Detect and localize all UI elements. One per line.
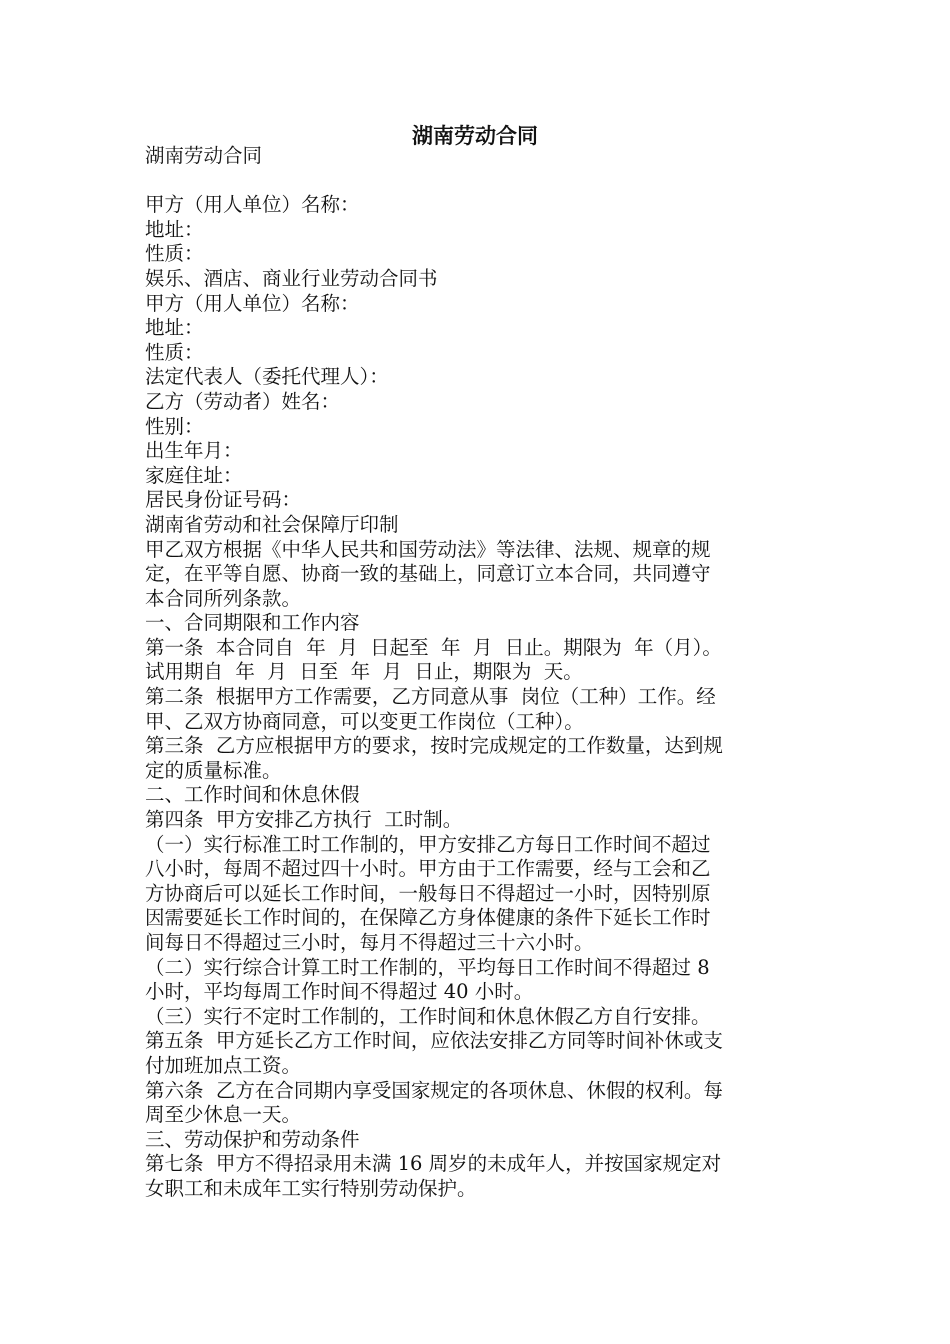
text-line: 试用期自 年 月 日至 年 月 日止，期限为 天。 [145, 660, 583, 684]
text-line: 八小时，每周不超过四十小时。甲方由于工作需要，经与工会和乙 [145, 857, 711, 881]
text-line: 第六条 乙方在合同期内享受国家规定的各项休息、休假的权利。每 [145, 1078, 723, 1102]
text-line: 甲方（用人单位）名称： [145, 193, 360, 217]
text-line: 定的质量标准。 [145, 758, 282, 782]
text-line: 湖南省劳动和社会保障厅印制 [145, 512, 399, 536]
text-line: 娱乐、酒店、商业行业劳动合同书 [145, 266, 438, 290]
text-line: 性质： [145, 340, 204, 364]
text-line: 因需要延长工作时间的，在保障乙方身体健康的条件下延长工作时 [145, 906, 711, 930]
text-line: 第四条 甲方安排乙方执行 工时制。 [145, 808, 463, 832]
text-line: （一）实行标准工时工作制的，甲方安排乙方每日工作时间不超过 [145, 832, 711, 856]
document-title: 湖南劳动合同 [412, 124, 538, 148]
text-line: 定，在平等自愿、协商一致的基础上，同意订立本合同，共同遵守 [145, 562, 711, 586]
text-line: 甲乙双方根据《中华人民共和国劳动法》等法律、法规、规章的规 [145, 537, 711, 561]
text-line: 周至少休息一天。 [145, 1103, 302, 1127]
text-line: 甲、乙双方协商同意，可以变更工作岗位（工种）。 [145, 709, 584, 733]
text-line: 第七条 甲方不得招录用未满 16 周岁的未成年人，并按国家规定对 [145, 1152, 722, 1176]
text-line: 第一条 本合同自 年 月 日起至 年 月 日止。期限为 年（月）。 [145, 635, 722, 659]
text-line: 第二条 根据甲方工作需要，乙方同意从事 岗位（工种）工作。经 [145, 685, 716, 709]
text-line: 湖南劳动合同 [145, 144, 263, 167]
text-line: 方协商后可以延长工作时间，一般每日不得超过一小时，因特别原 [145, 881, 711, 905]
text-line: 小时，平均每周工作时间不得超过 40 小时。 [145, 980, 534, 1004]
text-line: 乙方（劳动者）姓名： [145, 389, 341, 413]
text-line: 法定代表人（委托代理人）： [145, 365, 389, 389]
text-line: 居民身份证号码： [145, 488, 302, 512]
text-line: 本合同所列条款。 [145, 586, 302, 610]
text-line: 二、工作时间和休息休假 [145, 783, 360, 807]
text-line: 性质： [145, 242, 204, 266]
text-line: 甲方（用人单位）名称： [145, 291, 360, 315]
text-line: 第三条 乙方应根据甲方的要求，按时完成规定的工作数量，达到规 [145, 734, 723, 758]
text-line: 一、合同期限和工作内容 [145, 611, 360, 635]
text-line: 地址： [145, 316, 204, 340]
text-line: 性别： [145, 414, 204, 438]
text-line: 地址： [145, 217, 204, 241]
blank-line [145, 169, 810, 194]
text-line: 第五条 甲方延长乙方工作时间，应依法安排乙方同等时间补休或支 [145, 1029, 723, 1053]
document-body [145, 144, 810, 1202]
text-line: 间每日不得超过三小时，每月不得超过三十六小时。 [145, 931, 594, 954]
text-line: （二）实行综合计算工时工作制的，平均每日工作时间不得超过 8 [145, 955, 710, 979]
text-line: 出生年月： [145, 439, 243, 463]
text-line: 女职工和未成年工实行特别劳动保护。 [145, 1176, 477, 1200]
text-line: 三、劳动保护和劳动条件 [145, 1127, 360, 1151]
text-line: 家庭住址： [145, 463, 243, 487]
text-line: （三）实行不定时工作制的，工作时间和休息休假乙方自行安排。 [145, 1004, 711, 1028]
text-line: 付加班加点工资。 [145, 1053, 302, 1077]
